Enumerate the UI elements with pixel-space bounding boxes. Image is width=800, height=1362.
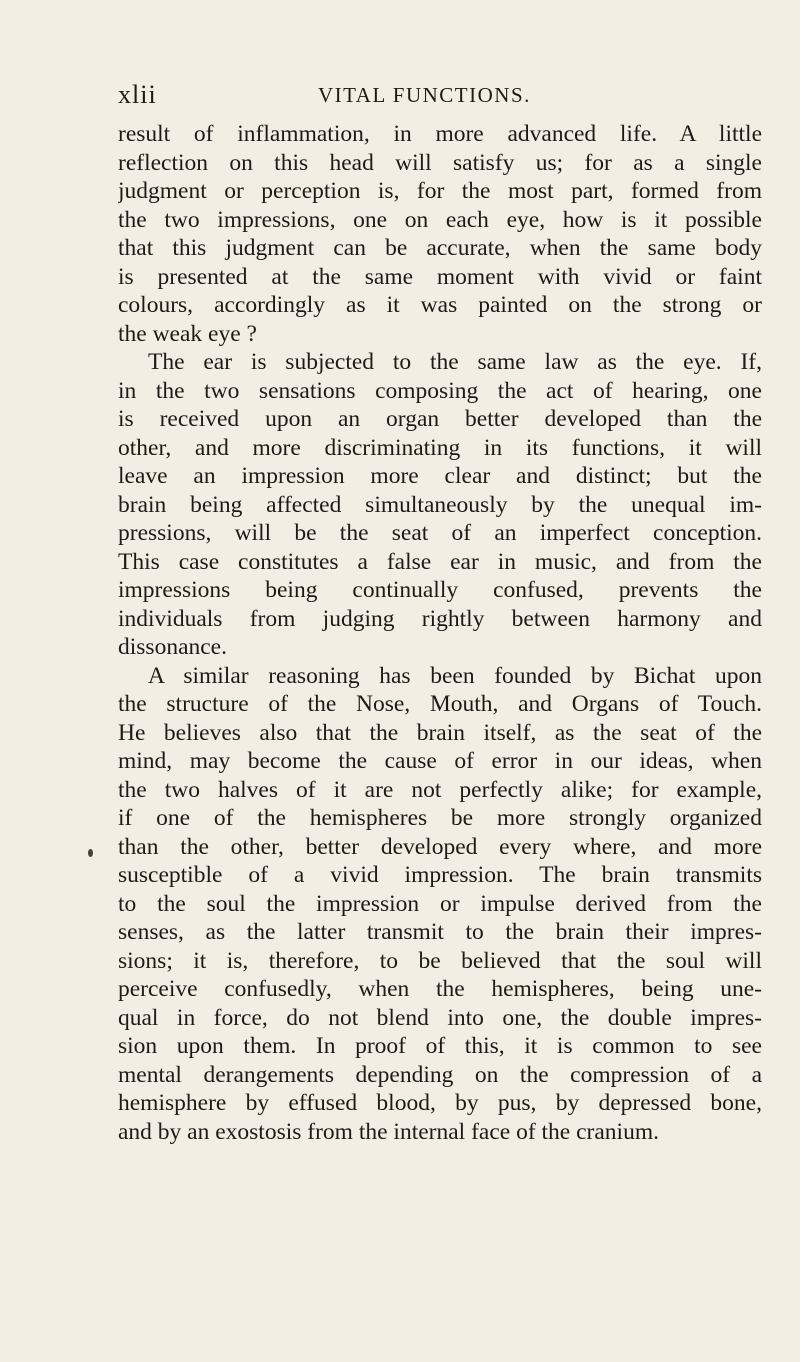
text-line: the structure of the Nose, Mouth, and Organs of Touch. [118,691,762,717]
text-line: is received upon an organ better developed than the [118,406,762,432]
text-line: leave an impression more clear and distinct; but the [118,463,762,489]
text-line: mind, may become the cause of error in our ideas, when [118,748,762,774]
text-line: if one of the hemispheres be more strongly organized [118,805,762,831]
text-line: than the other, better developed every where, and more [118,833,762,860]
text-line: in the two sensations composing the act of hearing, one [118,377,762,404]
text-line: impressions being continually confused, prevents the [118,577,762,603]
text-line: He believes also that the brain itself, as the seat of the [118,719,762,746]
text-line: colours, accordingly as it was painted on the strong or [118,292,762,318]
text-line: reflection on this head will satisfy us; for as a single [118,149,762,176]
text-line: A similar reasoning has been founded by Bichat upon [148,662,762,689]
text-line: sions; it is, therefore, to be believed that the soul will [118,947,762,974]
running-head [118,80,758,110]
text-line: is presented at the same moment with vivid or faint [118,263,762,290]
text-line: dissonance. [118,634,227,660]
text-line: The ear is subjected to the same law as the eye. If, [148,349,762,375]
text-line: mental derangements depending on the compression of a [118,1061,762,1088]
text-line: perceive confusedly, when the hemispheres, being une- [118,976,762,1002]
text-line: to the soul the impression or impulse derived from the [118,890,762,917]
text-line: the two halves of it are not perfectly alike; for example, [118,776,762,803]
text-line: other, and more discriminating in its functions, it will [118,434,762,461]
text-line: the weak eye ? [118,320,257,347]
text-line: individuals from judging rightly between harmony and [118,605,762,632]
text-line: This case constitutes a false ear in music, and from the [118,548,762,575]
text-line: senses, as the latter transmit to the brain their impres- [118,919,762,945]
body-text [118,120,762,1146]
paragraph [118,662,762,1147]
text-line: brain being affected simultaneously by the unequal im- [118,491,762,518]
page-blemish [88,849,93,857]
text-line: qual in force, do not blend into one, the double impres- [118,1004,762,1031]
page-number: xlii [118,80,157,109]
text-line: result of inflammation, in more advanced life. A little [118,121,762,147]
text-line: judgment or perception is, for the most part, formed from [118,178,762,204]
text-line: and by an exostosis from the internal face of the cranium. [118,1118,659,1145]
text-line: hemisphere by effused blood, by pus, by depressed bone, [118,1090,762,1116]
paragraph [118,120,762,348]
text-line: the two impressions, one on each eye, how is it possible [118,206,762,233]
paragraph [118,348,762,662]
running-title: VITAL FUNCTIONS. [318,83,531,107]
text-line: susceptible of a vivid impression. The brain transmits [118,862,762,888]
text-line: pressions, will be the seat of an imperfect conception. [118,520,762,546]
text-line: that this judgment can be accurate, when the same body [118,235,762,261]
text-line: sion upon them. In proof of this, it is common to see [118,1033,762,1059]
